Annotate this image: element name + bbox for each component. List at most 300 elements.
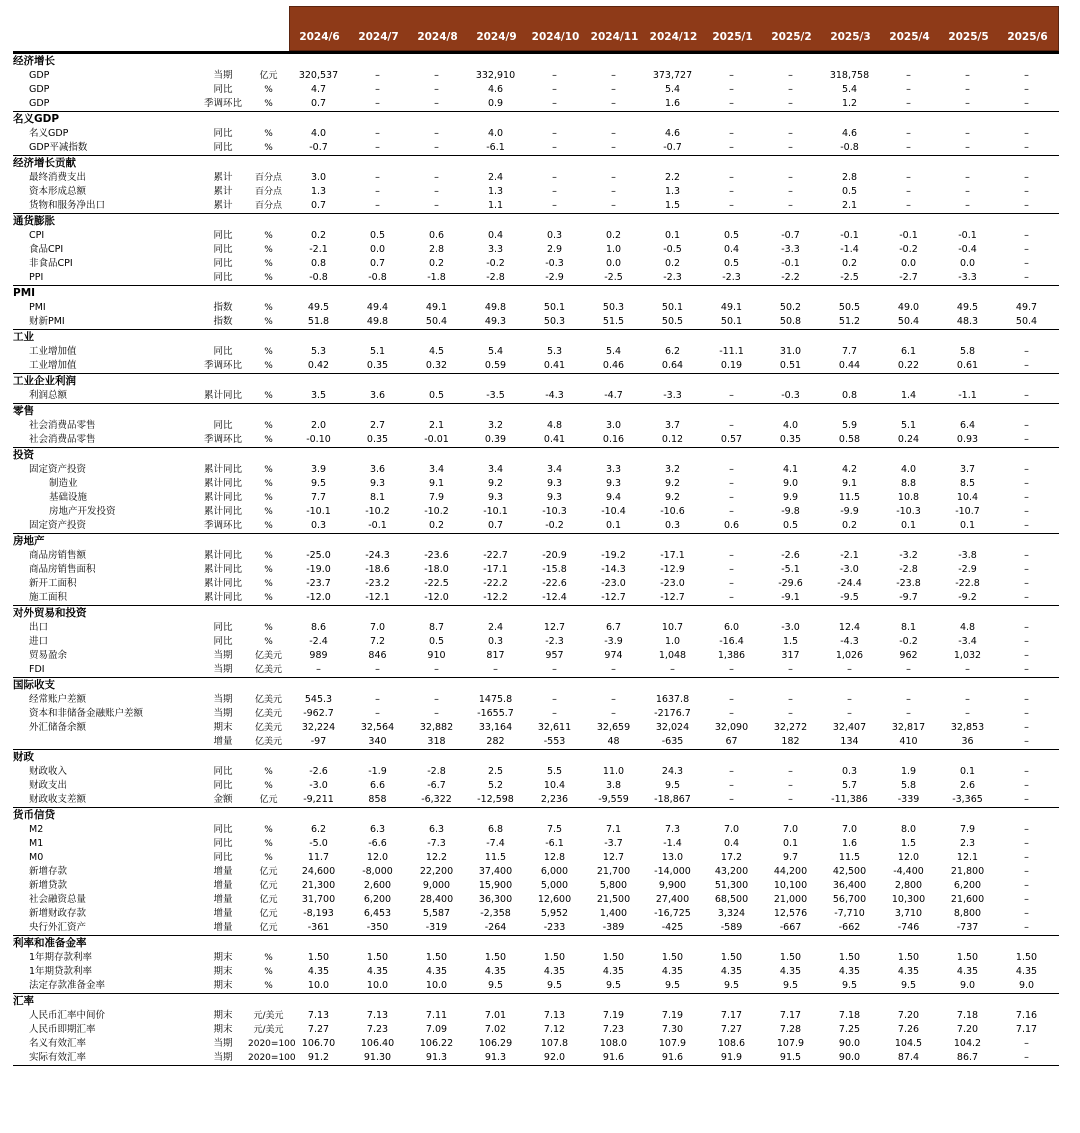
indicator-name: 新开工面积: [29, 578, 77, 589]
indicator-name: GDP: [29, 70, 50, 81]
value-cell: 1.50: [366, 952, 389, 963]
value-cell: –: [788, 186, 793, 197]
table-row: [13, 257, 1059, 271]
month-header-cell: 2024/10: [531, 31, 580, 43]
section-title: 经济增长: [13, 55, 55, 67]
value-cell: –: [1024, 272, 1029, 283]
value-cell: –: [1024, 434, 1029, 445]
indicator-frequency: 同比: [213, 852, 233, 863]
value-cell: 7.27: [720, 1024, 743, 1035]
value-cell: 4.2: [841, 464, 858, 475]
value-cell: -23.0: [660, 578, 685, 589]
section-title: 投资: [13, 449, 34, 461]
month-header-cell: 2025/3: [830, 31, 871, 43]
value-cell: -3.3: [958, 272, 977, 283]
value-cell: -2.2: [781, 272, 800, 283]
value-cell: 0.7: [369, 258, 386, 269]
value-cell: 10.4: [956, 492, 979, 503]
value-cell: 5.4: [487, 346, 504, 357]
indicator-frequency: 指数: [213, 302, 233, 313]
value-cell: -361: [307, 922, 330, 933]
indicator-unit: %: [264, 421, 273, 431]
indicator-unit: 亿元: [259, 71, 278, 81]
value-cell: –: [906, 142, 911, 153]
indicator-frequency: 累计同比: [203, 564, 242, 575]
indicator-frequency: 当期: [213, 708, 233, 719]
value-cell: -9.2: [958, 592, 977, 603]
value-cell: -8,000: [362, 866, 393, 877]
value-cell: 32,407: [832, 722, 867, 733]
indicator-frequency: 同比: [213, 766, 233, 777]
value-cell: -6.7: [427, 780, 446, 791]
section-header-row: [13, 533, 1059, 549]
value-cell: -1.4: [663, 838, 682, 849]
indicator-frequency: 累计: [213, 186, 233, 197]
value-cell: -12.2: [483, 592, 508, 603]
table-row: [13, 837, 1059, 851]
value-cell: –: [1024, 578, 1029, 589]
table-row: [13, 621, 1059, 635]
section-title: 国际收支: [13, 679, 55, 691]
value-cell: 49.7: [1015, 302, 1038, 313]
value-cell: –: [552, 70, 557, 81]
section-header-row: [13, 155, 1059, 171]
value-cell: 7.1: [605, 824, 622, 835]
value-cell: –: [1024, 346, 1029, 357]
value-cell: 0.7: [310, 200, 327, 211]
value-cell: –: [375, 70, 380, 81]
value-cell: 4.6: [664, 128, 681, 139]
value-cell: 9.0: [782, 478, 799, 489]
value-cell: 12.8: [543, 852, 566, 863]
indicator-frequency: 累计同比: [203, 550, 242, 561]
value-cell: 107.8: [540, 1038, 569, 1049]
indicator-name: 财政收入: [29, 766, 68, 777]
value-cell: 7.0: [369, 622, 386, 633]
value-cell: –: [1024, 360, 1029, 371]
value-cell: 13.0: [661, 852, 684, 863]
section-header-row: [13, 285, 1059, 301]
value-cell: -22.7: [483, 550, 508, 561]
indicator-name: M1: [29, 838, 44, 849]
value-cell: 3.0: [310, 172, 327, 183]
value-cell: 410: [899, 736, 918, 747]
value-cell: 9.3: [546, 492, 563, 503]
indicator-frequency: 累计同比: [203, 464, 242, 475]
value-cell: –: [965, 98, 970, 109]
value-cell: 0.6: [428, 230, 445, 241]
value-cell: 49.8: [484, 302, 507, 313]
value-cell: 12.2: [425, 852, 448, 863]
value-cell: –: [965, 708, 970, 719]
value-cell: 9.1: [428, 478, 445, 489]
value-cell: 1.0: [605, 244, 622, 255]
table-row: [13, 301, 1059, 315]
value-cell: 2,800: [894, 880, 923, 891]
value-cell: 0.0: [369, 244, 386, 255]
value-cell: -0.8: [368, 272, 387, 283]
value-cell: -3.3: [663, 390, 682, 401]
indicator-unit: %: [264, 465, 273, 475]
value-cell: –: [1024, 650, 1029, 661]
value-cell: 9.5: [546, 980, 563, 991]
value-cell: 9.5: [841, 980, 858, 991]
value-cell: -0.10: [306, 434, 331, 445]
value-cell: 10.8: [897, 492, 920, 503]
value-cell: 44,200: [773, 866, 808, 877]
section-title: PMI: [13, 287, 36, 299]
table-row: [13, 1009, 1059, 1023]
value-cell: 5,000: [540, 880, 569, 891]
indicator-unit: 2020=100: [248, 1039, 296, 1049]
value-cell: -10.6: [660, 506, 685, 517]
indicator-unit: %: [264, 637, 273, 647]
indicator-frequency: 期末: [213, 952, 233, 963]
value-cell: -0.3: [545, 258, 564, 269]
value-cell: 182: [781, 736, 800, 747]
value-cell: 134: [840, 736, 859, 747]
value-cell: 0.2: [428, 258, 445, 269]
value-cell: -2,358: [480, 908, 511, 919]
table-row: [13, 979, 1059, 993]
value-cell: –: [1024, 70, 1029, 81]
month-header-cell: 2025/6: [1007, 31, 1048, 43]
indicator-name: 经常账户差额: [29, 694, 87, 705]
month-header-cell: 2024/6: [299, 31, 340, 43]
value-cell: 4.7: [310, 84, 327, 95]
value-cell: 0.16: [602, 434, 625, 445]
value-cell: 4.0: [900, 464, 917, 475]
value-cell: 12.1: [956, 852, 979, 863]
value-cell: 12.7: [602, 852, 625, 863]
indicator-unit: 元/美元: [253, 1011, 284, 1021]
indicator-frequency: 增量: [213, 866, 233, 877]
indicator-name: 固定资产投资: [29, 464, 87, 475]
value-cell: 12.0: [897, 852, 920, 863]
value-cell: -2.4: [309, 636, 328, 647]
value-cell: -3.0: [781, 622, 800, 633]
value-cell: –: [1024, 1052, 1029, 1063]
table-row: [13, 1051, 1059, 1065]
section-title: 名义GDP: [13, 113, 60, 125]
value-cell: –: [788, 98, 793, 109]
value-cell: 2.8: [428, 244, 445, 255]
value-cell: 31,700: [301, 894, 336, 905]
value-cell: 5.4: [841, 84, 858, 95]
value-cell: 5,952: [540, 908, 569, 919]
indicator-frequency: 期末: [213, 1010, 233, 1021]
indicator-unit: %: [264, 593, 273, 603]
value-cell: 6,453: [363, 908, 392, 919]
value-cell: 6.2: [310, 824, 327, 835]
value-cell: –: [729, 664, 734, 675]
value-cell: 4.35: [307, 966, 330, 977]
value-cell: -22.5: [424, 578, 449, 589]
value-cell: –: [375, 142, 380, 153]
value-cell: -10.7: [955, 506, 980, 517]
value-cell: -3.2: [899, 550, 918, 561]
value-cell: 48.3: [956, 316, 979, 327]
value-cell: –: [965, 70, 970, 81]
value-cell: 3.7: [959, 464, 976, 475]
value-cell: 21,700: [596, 866, 631, 877]
value-cell: 92.0: [543, 1052, 566, 1063]
value-cell: 107.9: [776, 1038, 805, 1049]
value-cell: 32,224: [301, 722, 336, 733]
value-cell: 4.8: [546, 420, 563, 431]
value-cell: -553: [543, 736, 566, 747]
value-cell: –: [1024, 244, 1029, 255]
value-cell: -4,400: [893, 866, 924, 877]
value-cell: 0.8: [310, 258, 327, 269]
value-cell: -10.1: [483, 506, 508, 517]
indicator-name: 食品CPI: [29, 244, 64, 255]
value-cell: –: [906, 70, 911, 81]
value-cell: 6.7: [605, 622, 622, 633]
indicator-name: PPI: [29, 272, 44, 283]
value-cell: -1655.7: [477, 708, 514, 719]
value-cell: 0.3: [546, 230, 563, 241]
value-cell: –: [552, 186, 557, 197]
value-cell: 9.0: [959, 980, 976, 991]
value-cell: 91.6: [602, 1052, 625, 1063]
value-cell: 4.35: [661, 966, 684, 977]
value-cell: 9,900: [658, 880, 687, 891]
section-header-row: [13, 605, 1059, 621]
value-cell: 0.51: [779, 360, 802, 371]
value-cell: –: [1024, 520, 1029, 531]
value-cell: –: [729, 464, 734, 475]
value-cell: 1.50: [307, 952, 330, 963]
value-cell: 7.11: [425, 1010, 448, 1021]
value-cell: –: [1024, 908, 1029, 919]
value-cell: 36: [961, 736, 974, 747]
value-cell: –: [729, 492, 734, 503]
value-cell: 7.02: [484, 1024, 507, 1035]
value-cell: 2.3: [959, 838, 976, 849]
table-row: [13, 735, 1059, 749]
value-cell: -9,211: [303, 794, 334, 805]
value-cell: 91.3: [484, 1052, 507, 1063]
value-cell: –: [788, 84, 793, 95]
value-cell: -962.7: [303, 708, 334, 719]
value-cell: 7.27: [307, 1024, 330, 1035]
value-cell: 6,200: [953, 880, 982, 891]
indicator-name: 法定存款准备金率: [29, 980, 106, 991]
value-cell: 0.19: [720, 360, 743, 371]
value-cell: 4.35: [425, 966, 448, 977]
indicator-name: 非食品CPI: [29, 258, 73, 269]
value-cell: –: [788, 694, 793, 705]
value-cell: 7.18: [838, 1010, 861, 1021]
value-cell: 4.35: [366, 966, 389, 977]
value-cell: 106.40: [360, 1038, 395, 1049]
value-cell: 5.9: [841, 420, 858, 431]
value-cell: 957: [545, 650, 564, 661]
table-body: [13, 53, 1059, 1065]
value-cell: 108.6: [717, 1038, 746, 1049]
value-cell: 1,026: [835, 650, 864, 661]
value-cell: 4.35: [543, 966, 566, 977]
section-header-row: [13, 935, 1059, 951]
value-cell: 8.8: [900, 478, 917, 489]
value-cell: 6.1: [900, 346, 917, 357]
indicator-frequency: 当期: [213, 1038, 233, 1049]
value-cell: 106.70: [301, 1038, 336, 1049]
value-cell: 1.50: [602, 952, 625, 963]
section-title: 工业企业利润: [13, 375, 76, 387]
value-cell: 90.0: [838, 1052, 861, 1063]
value-cell: 0.7: [310, 98, 327, 109]
value-cell: 0.5: [428, 390, 445, 401]
value-cell: 50.2: [779, 302, 802, 313]
indicator-frequency: 期末: [213, 966, 233, 977]
indicator-frequency: 增量: [213, 736, 233, 747]
value-cell: -2.5: [840, 272, 859, 283]
value-cell: -3.7: [604, 838, 623, 849]
value-cell: 9,000: [422, 880, 451, 891]
value-cell: -2.6: [309, 766, 328, 777]
value-cell: -11.1: [719, 346, 744, 357]
value-cell: –: [1024, 794, 1029, 805]
value-cell: -7,710: [834, 908, 865, 919]
value-cell: 0.2: [310, 230, 327, 241]
section-title: 对外贸易和投资: [13, 607, 87, 619]
value-cell: –: [611, 84, 616, 95]
value-cell: –: [729, 142, 734, 153]
value-cell: -1.4: [840, 244, 859, 255]
value-cell: 0.1: [959, 520, 976, 531]
value-cell: -0.01: [424, 434, 449, 445]
indicator-name: 社会消费品零售: [29, 434, 96, 445]
section-title: 工业: [13, 331, 34, 343]
value-cell: –: [1024, 636, 1029, 647]
value-cell: –: [1024, 128, 1029, 139]
value-cell: 7.01: [484, 1010, 507, 1021]
value-cell: 2.5: [487, 766, 504, 777]
table-row: [13, 549, 1059, 563]
value-cell: 8.5: [959, 478, 976, 489]
value-cell: -25.0: [306, 550, 331, 561]
value-cell: 42,500: [832, 866, 867, 877]
table-row: [13, 793, 1059, 807]
value-cell: 817: [486, 650, 505, 661]
value-cell: 7.28: [779, 1024, 802, 1035]
value-cell: 3.0: [605, 420, 622, 431]
value-cell: 7.3: [664, 824, 681, 835]
indicator-frequency: 指数: [213, 316, 233, 327]
value-cell: 0.35: [779, 434, 802, 445]
value-cell: –: [1024, 894, 1029, 905]
value-cell: 2.2: [664, 172, 681, 183]
value-cell: 50.4: [1015, 316, 1038, 327]
value-cell: -12,598: [477, 794, 514, 805]
value-cell: -264: [484, 922, 507, 933]
value-cell: -16,725: [654, 908, 691, 919]
section-header-row: [13, 373, 1059, 389]
value-cell: 0.93: [956, 434, 979, 445]
indicator-name: 工业增加值: [29, 346, 77, 357]
indicator-unit: %: [264, 623, 273, 633]
value-cell: -8,193: [303, 908, 334, 919]
value-cell: –: [434, 84, 439, 95]
indicator-name: 人民币汇率中间价: [29, 1010, 106, 1021]
table-row: [13, 315, 1059, 329]
indicator-frequency: 累计同比: [203, 478, 242, 489]
indicator-name: 出口: [29, 622, 49, 633]
indicator-frequency: 同比: [213, 420, 233, 431]
value-cell: -589: [720, 922, 743, 933]
value-cell: 8.1: [369, 492, 386, 503]
indicator-name: 新增存款: [29, 866, 68, 877]
value-cell: 0.0: [900, 258, 917, 269]
indicator-unit: 亿元: [259, 923, 278, 933]
value-cell: -10.4: [601, 506, 626, 517]
value-cell: 1.6: [841, 838, 858, 849]
indicator-name: GDP: [29, 84, 50, 95]
indicator-frequency: 累计: [213, 200, 233, 211]
value-cell: –: [906, 664, 911, 675]
value-cell: 104.2: [953, 1038, 982, 1049]
value-cell: 9.5: [900, 980, 917, 991]
table-row: [13, 463, 1059, 477]
indicator-name: 财新PMI: [29, 316, 65, 327]
value-cell: –: [729, 390, 734, 401]
value-cell: 48: [607, 736, 620, 747]
value-cell: 8,800: [953, 908, 982, 919]
value-cell: –: [611, 70, 616, 81]
indicator-unit: %: [264, 953, 273, 963]
indicator-unit: %: [264, 781, 273, 791]
value-cell: 91.3: [425, 1052, 448, 1063]
value-cell: 0.64: [661, 360, 684, 371]
value-cell: -24.3: [365, 550, 390, 561]
indicator-unit: %: [264, 565, 273, 575]
month-header-cell: 2025/4: [889, 31, 930, 43]
value-cell: 4.35: [484, 966, 507, 977]
indicator-name: FDI: [29, 664, 45, 675]
table-row: [13, 721, 1059, 735]
value-cell: -14.3: [601, 564, 626, 575]
indicator-name: 施工面积: [29, 592, 68, 603]
value-cell: 51.2: [838, 316, 861, 327]
value-cell: -9,559: [598, 794, 629, 805]
value-cell: 51.8: [307, 316, 330, 327]
value-cell: -4.7: [604, 390, 623, 401]
value-cell: 0.58: [838, 434, 861, 445]
value-cell: –: [965, 186, 970, 197]
value-cell: 9.1: [841, 478, 858, 489]
value-cell: 0.5: [723, 258, 740, 269]
value-cell: -10.3: [896, 506, 921, 517]
indicator-unit: 元/美元: [253, 1025, 284, 1035]
value-cell: 0.3: [310, 520, 327, 531]
value-cell: 0.3: [664, 520, 681, 531]
indicator-name: 进口: [29, 636, 49, 647]
value-cell: –: [729, 564, 734, 575]
value-cell: –: [788, 128, 793, 139]
value-cell: 0.4: [723, 244, 740, 255]
value-cell: 7.9: [959, 824, 976, 835]
value-cell: -20.9: [542, 550, 567, 561]
value-cell: –: [788, 142, 793, 153]
value-cell: –: [434, 708, 439, 719]
indicator-frequency: 季调环比: [203, 98, 242, 109]
value-cell: –: [552, 98, 557, 109]
value-cell: 56,700: [832, 894, 867, 905]
value-cell: –: [1024, 766, 1029, 777]
value-cell: -22.2: [483, 578, 508, 589]
